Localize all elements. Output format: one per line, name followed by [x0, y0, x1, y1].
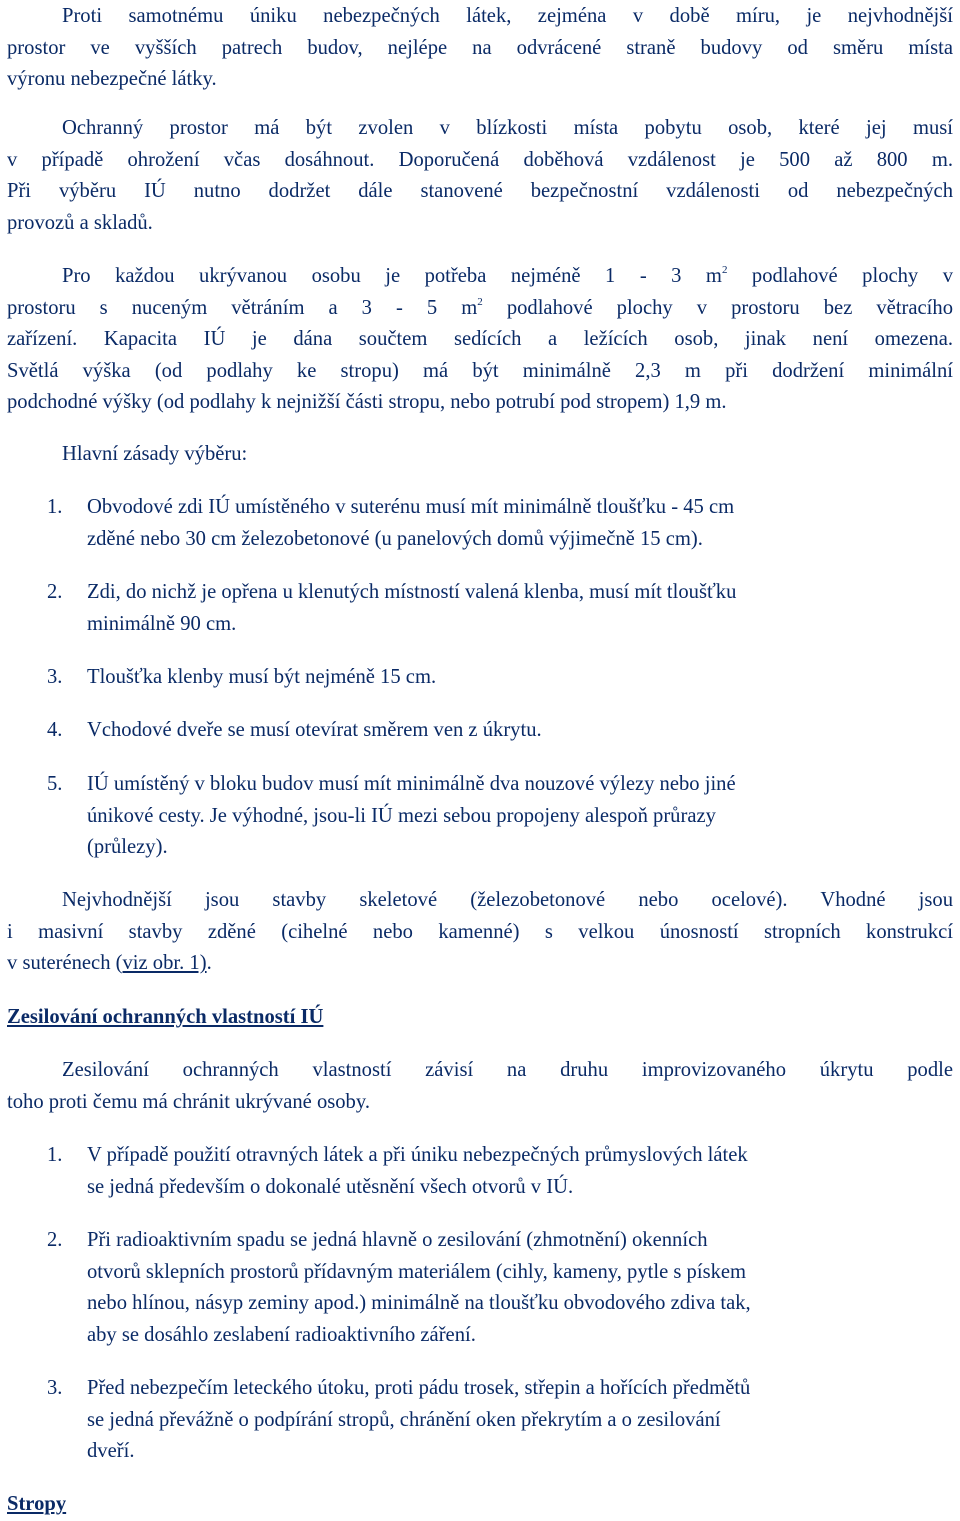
- text-line: Při výběru IÚ nutno dodržet dále stanovené bezpečnostní vzdálenosti od nebezpečných: [7, 180, 953, 203]
- text-line: Proti samotnému úniku nebezpečných látek, zejména v době míru, je nejvhodnější: [62, 5, 953, 27]
- text-line: Tloušťka klenby musí být nejméně 15 cm.: [87, 666, 437, 688]
- list-number: 1.: [47, 1144, 63, 1166]
- text-line: Při radioaktivním spadu se jedná hlavně o zesilování (zhmotnění) okenních: [87, 1229, 708, 1251]
- figure-link[interactable]: viz obr. 1): [122, 952, 207, 975]
- list-number: 3.: [47, 1377, 63, 1399]
- section-heading-ceilings: Stropy: [7, 1493, 67, 1515]
- list-number: 3.: [47, 666, 63, 688]
- paragraph-building-types: [7, 885, 953, 980]
- paragraph-shelter-location: [7, 113, 953, 239]
- text-line: Obvodové zdi IÚ umístěného v suterénu musí mít minimálně tloušťku - 45 cm: [87, 496, 735, 518]
- list-number: 5.: [47, 773, 63, 795]
- text-line: Zdi, do nichž je opřena u klenutých místností valená klenba, musí mít tloušťku: [87, 581, 737, 603]
- text-line: V případě použití otravných látek a při úniku nebezpečných průmyslových látek: [87, 1144, 748, 1166]
- text-line: prostoru s nuceným větráním a 3 - 5 $m^2$ podlahové plochy v prostoru bez větracího: [7, 295, 953, 319]
- text-line: Nejvhodnější jsou stavby skeletové (železobetonové nebo ocelové). Vhodné jsou: [62, 889, 953, 911]
- text-line: Pro každou ukrývanou osobu je potřeba nejméně 1 - 3 $m^2$ podlahové plochy v: [62, 264, 953, 287]
- text-line: dveří.: [87, 1440, 135, 1463]
- text-line: nebo hlínou, násyp zeminy apod.) minimálně na tloušťku obvodového zdiva tak,: [87, 1292, 751, 1315]
- text-line: Ochranný prostor má být zvolen v blízkosti místa pobytu osob, které jej musí: [62, 117, 953, 139]
- text-line: se jedná především o dokonalé utěsnění všech otvorů v IÚ.: [87, 1175, 574, 1198]
- text-line: aby se dosáhlo zeslabení radioaktivního záření.: [87, 1323, 476, 1346]
- list-number: 4.: [47, 719, 63, 741]
- list-number: 2.: [47, 581, 63, 603]
- text-line: Zesilování ochranných vlastností závisí na druhu improvizovaného úkrytu podle: [62, 1059, 953, 1081]
- text-line: toho proti čemu má chránit ukrývané osoby.: [7, 1090, 370, 1113]
- paragraph-release-protection: [7, 1, 953, 96]
- text-line: podchodné výšky (od podlahy k nejnižší části stropu, nebo potrubí pod stropem) 1,9 m.: [7, 391, 727, 414]
- text-line: Před nebezpečím leteckého útoku, proti pádu trosek, střepin a hořících předmětů: [87, 1377, 751, 1399]
- text-line: Vchodové dveře se musí otevírat směrem ven z úkrytu.: [87, 719, 542, 741]
- paragraph-space-requirements: [7, 261, 953, 419]
- text-line: v případě ohrožení včas dosáhnout. Doporučená doběhová vzdálenost je 500 až 800 m.: [7, 148, 953, 171]
- text-line: provozů a skladů.: [7, 211, 153, 234]
- section-heading-reinforcement: Zesilování ochranných vlastností IÚ: [7, 1006, 324, 1028]
- text-line: se jedná převážně o podpírání stropů, chránění oken překrytím a o zesilování: [87, 1408, 721, 1431]
- text-line: (průlezy).: [87, 836, 168, 859]
- text-line: únikové cesty. Je výhodné, jsou-li IÚ mezi sebou propojeny alespoň průrazy: [87, 804, 716, 827]
- text-line: zděné nebo 30 cm železobetonové (u panelových domů výjimečně 15 cm).: [87, 527, 703, 550]
- list-number: 2.: [47, 1229, 63, 1251]
- principles-title: Hlavní zásady výběru:: [62, 443, 248, 465]
- text-line: zařízení. Kapacita IÚ je dána součtem sedících a ležících osob, jinak není omezena.: [7, 328, 953, 351]
- paragraph-reinforcement-intro: [7, 1055, 953, 1118]
- text-line: IÚ umístěný v bloku budov musí mít minimálně dva nouzové výlezy nebo jiné: [87, 773, 736, 795]
- text-line: minimálně 90 cm.: [87, 612, 237, 635]
- list-number: 1.: [47, 496, 63, 518]
- text-line: prostor ve vyšších patrech budov, nejlépe na odvrácené straně budovy od směru místa: [7, 36, 953, 59]
- text-line: výronu nebezpečné látky.: [7, 68, 217, 91]
- text-line: v suterénech (viz obr. 1).: [7, 952, 212, 975]
- text-line: i masivní stavby zděné (cihelné nebo kamenné) s velkou únosností stropních konstrukcí: [7, 920, 953, 943]
- text-line: Světlá výška (od podlahy ke stropu) má být minimálně 2,3 m při dodržení minimální: [7, 359, 953, 382]
- text-line: otvorů sklepních prostorů přídavným materiálem (cihly, kameny, pytle s pískem: [87, 1260, 747, 1283]
